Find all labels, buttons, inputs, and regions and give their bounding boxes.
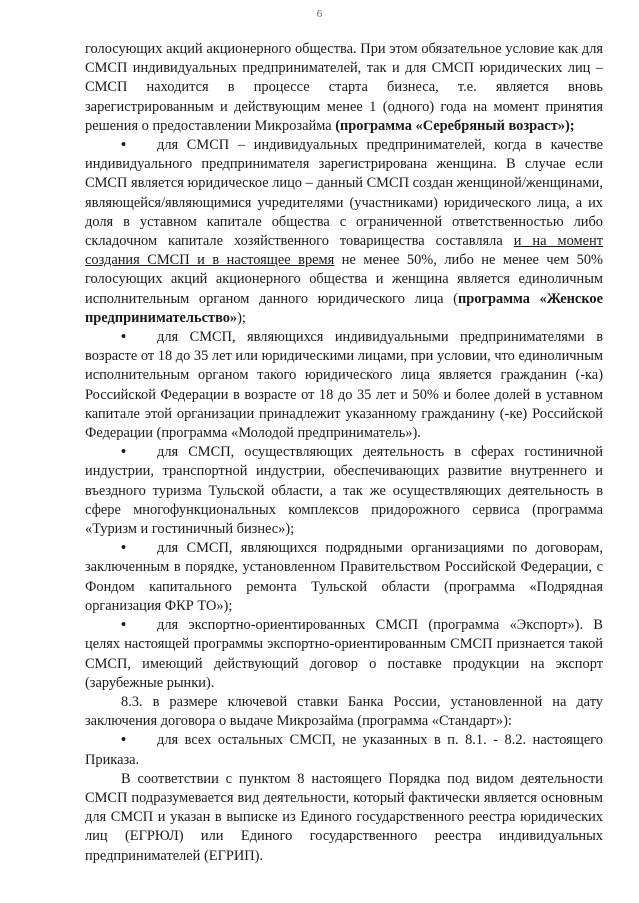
- paragraph-text: для СМСП, осуществляющих деятельность в сферах гостиничной индустрии, транспортной индустрии, обеспечивающих развитие внутреннего и въездного туризма Тульской области, а так же осуществляющих деятельность в сфере многофункциональных комплексов придорожного сервиса (программа «Туризм и гостиничный бизнес»);: [85, 444, 603, 538]
- page-number: 6: [316, 8, 323, 20]
- paragraph-silver-age: [85, 40, 603, 136]
- bullet-icon: •: [121, 137, 127, 154]
- paragraph-text: для СМСП, являющихся индивидуальными предпринимателями в возрасте от 18 до 35 лет или юридическими лицами, при условии, что единоличным исполнительным органом такого юридического лица является гражданин (-ка) Российской Федерации в возрасте от 18 до 35 лет и 50% и более долей в уставном капитале этой организации принадлежит указанному гражданину (-ке) Российской Федерации (программа «Молодой предприниматель»).: [85, 329, 603, 442]
- list-item-contractor: [85, 539, 603, 616]
- bullet-icon: •: [121, 444, 127, 461]
- list-item-tourism: [85, 443, 603, 539]
- bullet-icon: •: [121, 617, 127, 634]
- list-item-young-entrepreneur: [85, 328, 603, 443]
- bullet-icon: •: [121, 540, 127, 557]
- paragraph-text: для экспортно-ориентированных СМСП (программа «Экспорт»). В целях настоящей программы экспортно-ориентированным СМСП признается такой СМСП, имеющий действующий договор о поставке продукции на экспорт (зарубежные рынки).: [85, 617, 603, 691]
- paragraph-text: );: [237, 309, 246, 326]
- paragraph-activity-definition: В соответствии с пунктом 8 настоящего Порядка под видом деятельности СМСП подразумевается вид деятельности, который фактически является основным для СМСП и указан в выписке из Единого государственного реестра юридических лиц (ЕГРЮЛ) или Единого государственного реестра индивидуальных предпринимателей (ЕГРИП).: [85, 770, 603, 864]
- paragraph-text: для СМСП, являющихся подрядными организациями по договорам, заключенным в порядке, установленном Правительством Российской Федерации, с Фондом капитального ремонта Тульской области (программа «Подрядная организация ФКР ТО»);: [85, 540, 603, 614]
- paragraph-text: для всех остальных СМСП, не указанных в п. 8.1. - 8.2. настоящего Приказа.: [85, 732, 603, 768]
- program-name-women: программа «Женское предпринимательство»: [85, 290, 604, 326]
- bullet-icon: •: [121, 329, 127, 346]
- paragraph-text: для СМСП – индивидуальных предпринимателей, когда в качестве индивидуального предпринимателя зарегистрирована женщина. В случае если СМСП является юридическое лицо – данный СМСП создан женщиной/женщинами, являющейся/являющимися учредителями (участниками) юридического лица, а их доля в уставном капитале общества с ограниченной ответственностью либо складочном капитале хозяйственного товарищества составляла: [85, 137, 603, 250]
- clause-8-3: 8.3. в размере ключевой ставки Банка России, установленной на дату заключения договора о выдаче Микрозайма (программа «Стандарт»):: [85, 693, 603, 730]
- paragraph-text: не менее 50%, либо не менее чем 50% голосующих акций акционерного общества и женщина является единоличным исполнительным органом данного юридического лица (: [85, 252, 603, 307]
- list-item-women-entrepreneurship: [85, 136, 603, 328]
- bullet-icon: •: [121, 732, 127, 749]
- list-item-export: [85, 616, 603, 693]
- list-item-standard: [85, 731, 603, 769]
- underlined-clause: и на момент создания СМСП и в настоящее время: [85, 233, 603, 269]
- program-name-silver-age: (программа «Серебряный возраст»);: [335, 117, 575, 134]
- paragraph-text: голосующих акций акционерного общества. При этом обязательное условие как для СМСП индивидуальных предпринимателей, так и для СМСП юридических лиц – СМСП находится в процессе старта бизнеса, т.е. является вновь зарегистрированным и действующим менее 1 (одного) года на момент принятия решения о предоставлении Микрозайма: [85, 41, 603, 134]
- document-body: [85, 40, 603, 866]
